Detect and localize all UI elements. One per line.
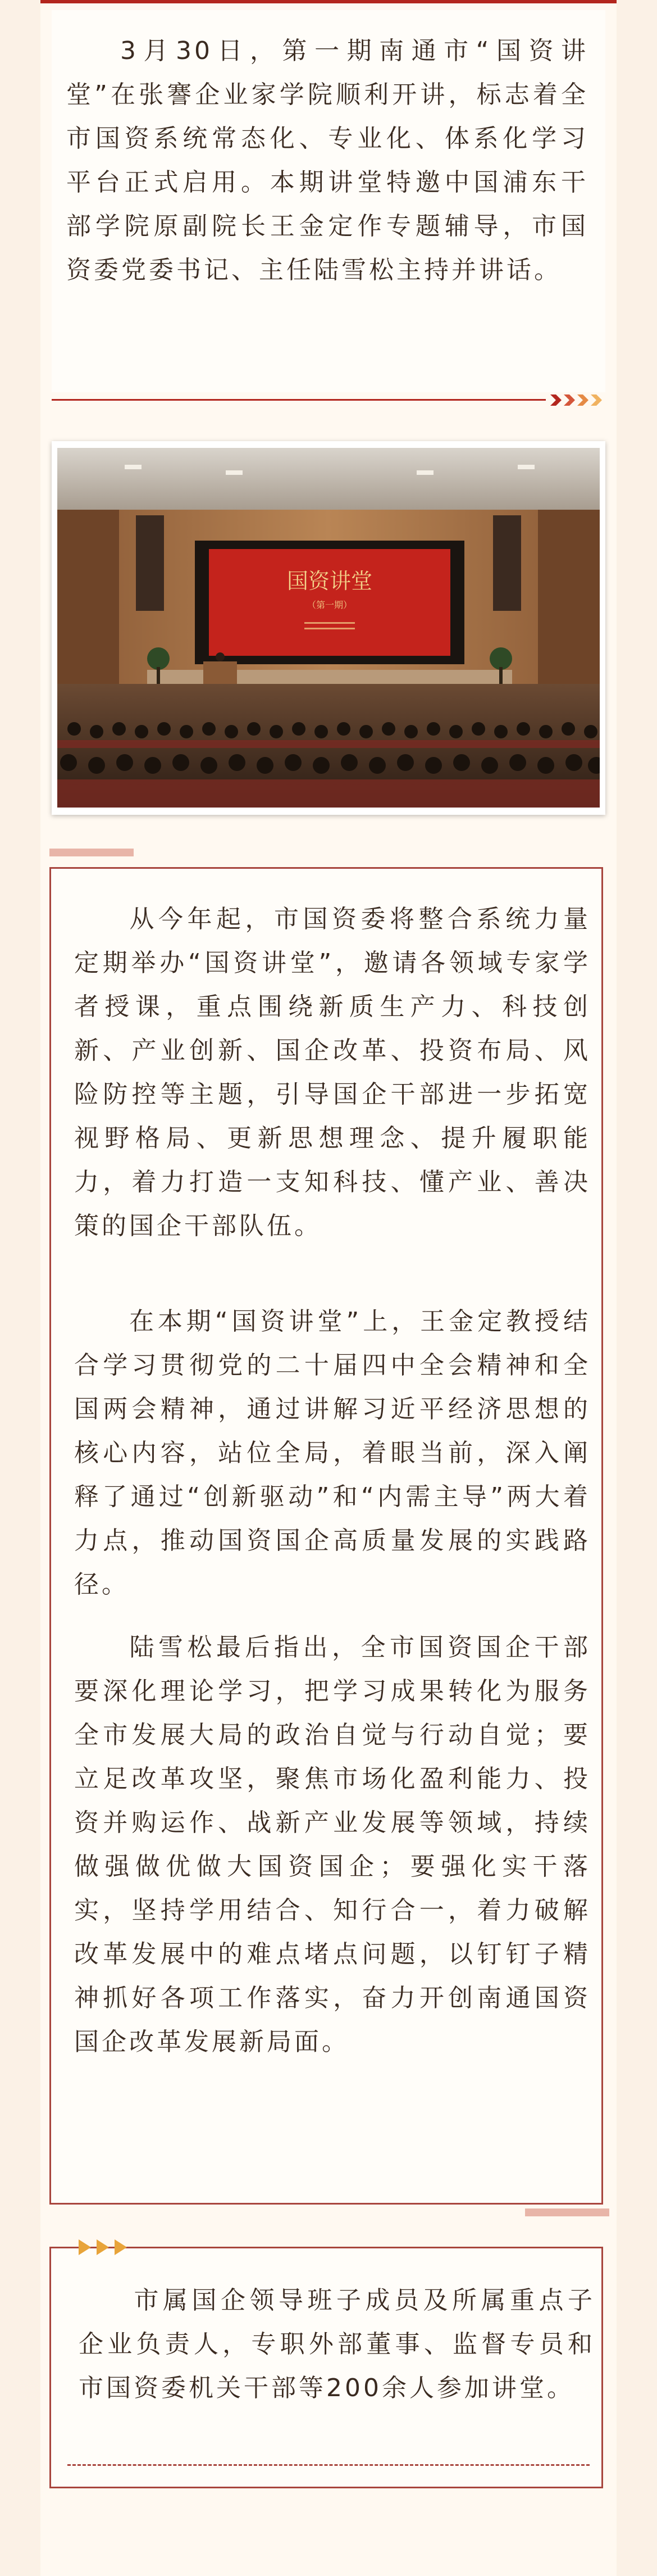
chevron-right-icon bbox=[549, 393, 562, 407]
chevron-right-icon bbox=[576, 393, 588, 407]
divider-line bbox=[52, 399, 546, 401]
body-paragraph-2 bbox=[74, 1300, 591, 1607]
top-decoration bbox=[40, 0, 617, 10]
screen-title: 国资讲堂 bbox=[286, 569, 373, 593]
body-text-3: 陆雪松最后指出，全市国资国企干部要深化理论学习，把学习成果转化为服务全市发展大局的政治自觉与行动自觉；要立足改革攻坚，聚焦市场化盈利能力、投资并购运作、战新产业发展等领域，持续做强做优做大国资国企；要强化实干落实，坚持学用结合、知行合一，着力破解改革发展中的难点堵点问题，以钉钉子精神抓好各项工作落实，奋力开创南通国资国企改革发展新局面。 bbox=[74, 1633, 591, 2056]
dashed-divider bbox=[67, 2464, 590, 2466]
screen-subtitle: （第一期） bbox=[307, 600, 353, 610]
body-paragraph-3 bbox=[74, 1626, 591, 2064]
section-divider bbox=[52, 393, 605, 407]
lecture-hall-illustration bbox=[57, 448, 600, 808]
body-text-1: 从今年起，市国资委将整合系统力量定期举办“国资讲堂”，邀请各领域专家学者授课，重点围绕新质生产力、科技创新、产业创新、国企改革、投资布局、风险防控等主题，引导国企干部进一步拓宽视野格局、更新思想理念、提升履职能力，着力打造一支知科技、懂产业、善决策的国企干部队伍。 bbox=[74, 905, 591, 1240]
top-red-bar bbox=[40, 0, 617, 3]
footer-paragraph bbox=[79, 2279, 595, 2410]
left-margin bbox=[0, 0, 40, 2576]
intro-paragraph bbox=[66, 29, 588, 292]
chevron-right-icon bbox=[590, 393, 602, 407]
body-text-2: 在本期“国资讲堂”上，王金定教授结合学习贯彻党的二十届四中全会精神和全国两会精神，通过讲解习近平经济思想的核心内容，站位全局，着眼当前，深入阐释了通过“创新驱动”和“内需主导”两大着力点，推动国资国企高质量发展的实践路径。 bbox=[74, 1307, 591, 1599]
lecture-hall-photo[interactable] bbox=[57, 448, 600, 808]
body-paragraph-1 bbox=[74, 897, 591, 1248]
intro-text: 3月30日，第一期南通市“国资讲堂”在张謇企业家学院顺利开讲，标志着全市国资系统常态化、专业化、体系化学习平台正式启用。本期讲堂特邀中国浦东干部学院原副院长王金定作专题辅导，市国资委党委书记、主任陆雪松主持并讲话。 bbox=[66, 37, 588, 284]
play-arrow-icon bbox=[79, 2239, 91, 2255]
chevron-right-icon bbox=[563, 393, 575, 407]
footer-text: 市属国企领导班子成员及所属重点子企业负责人，专职外部董事、监督专员和市国资委机关干部等200余人参加讲堂。 bbox=[79, 2286, 595, 2402]
box-tab-top bbox=[49, 849, 134, 856]
photo-frame bbox=[52, 441, 605, 815]
play-arrow-icon bbox=[115, 2239, 127, 2255]
play-arrow-icon bbox=[97, 2239, 109, 2255]
box-tab-bottom bbox=[525, 2208, 609, 2216]
right-margin bbox=[617, 0, 657, 2576]
